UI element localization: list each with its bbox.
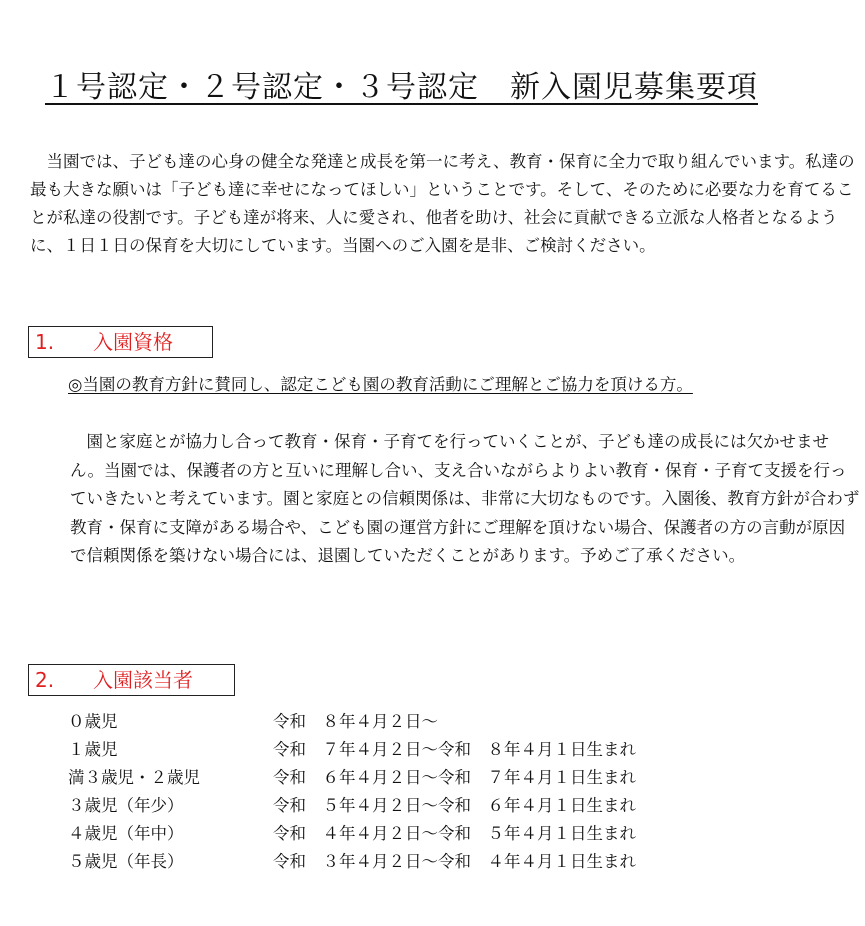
page-title: １号認定・２号認定・３号認定 新入園児募集要項 [45,70,758,105]
birth-range-cell: 令和 ６年４月２日～令和 ７年４月１日生まれ [273,768,636,787]
table-row [68,764,636,792]
table-row [68,848,636,876]
table-row [68,792,636,820]
age-class-cell: ３歳児（年少） [68,796,184,815]
section-heading-eligible-children [28,664,235,696]
birth-range-cell: 令和 ４年４月２日～令和 ５年４月１日生まれ [273,824,636,843]
birth-range-cell: 令和 ５年４月２日～令和 ６年４月１日生まれ [273,796,636,815]
qualification-body-paragraph: 園と家庭とが協力し合って教育・保育・子育てを行っていくことが、子ども達の成長には欠かせません。当園では、保護者の方と互いに理解し合い、支え合いながらよりよい教育・保育・子育て支援を行っていきたいと考えています。園と家庭との信頼関係は、非常に大切なものです。入園後、教育方針が合わず教育・保育に支障がある場合や、こども園の運営方針にご理解を頂けない場合、保護者の方の言動が原因で信頼関係を築けない場合には、退園していただくことがあります。予めご了承ください。 [70,432,860,565]
table-row [68,708,636,736]
intro-paragraph: 当園では、子ども達の心身の健全な発達と成長を第一に考え、教育・保育に全力で取り組んでいます。私達の最も大きな願いは「子ども達に幸せになってほしい」ということです。そして、そのために必要な力を育てることが私達の役割です。子ども達が将来、人に愛され、他者を助け、社会に貢献できる立派な人格者となるように、１日１日の保育を大切にしています。当園へのご入園を是非、ご検討ください。 [30,152,855,255]
section-title: 入園資格 [93,330,173,354]
eligibility-table [68,708,636,876]
table-row [68,736,636,764]
age-class-cell: １歳児 [68,740,118,759]
section-title: 入園該当者 [93,668,193,692]
table-row [68,820,636,848]
birth-range-cell: 令和 ７年４月２日～令和 ８年４月１日生まれ [273,740,636,759]
section-heading-admission-qualification [28,326,213,358]
age-class-cell: ５歳児（年長） [68,852,184,871]
birth-range-cell: 令和 ８年４月２日～ [273,712,438,731]
section-number: 2. [35,668,55,692]
age-class-cell: ０歳児 [68,712,118,731]
birth-range-cell: 令和 ３年４月２日～令和 ４年４月１日生まれ [273,852,636,871]
section-number: 1. [35,330,55,354]
age-class-cell: 満３歳児・２歳児 [68,768,200,787]
age-class-cell: ４歳児（年中） [68,824,184,843]
qualification-statement: ◎当園の教育方針に賛同し、認定こども園の教育活動にご理解とご協力を頂ける方。 [68,375,693,394]
